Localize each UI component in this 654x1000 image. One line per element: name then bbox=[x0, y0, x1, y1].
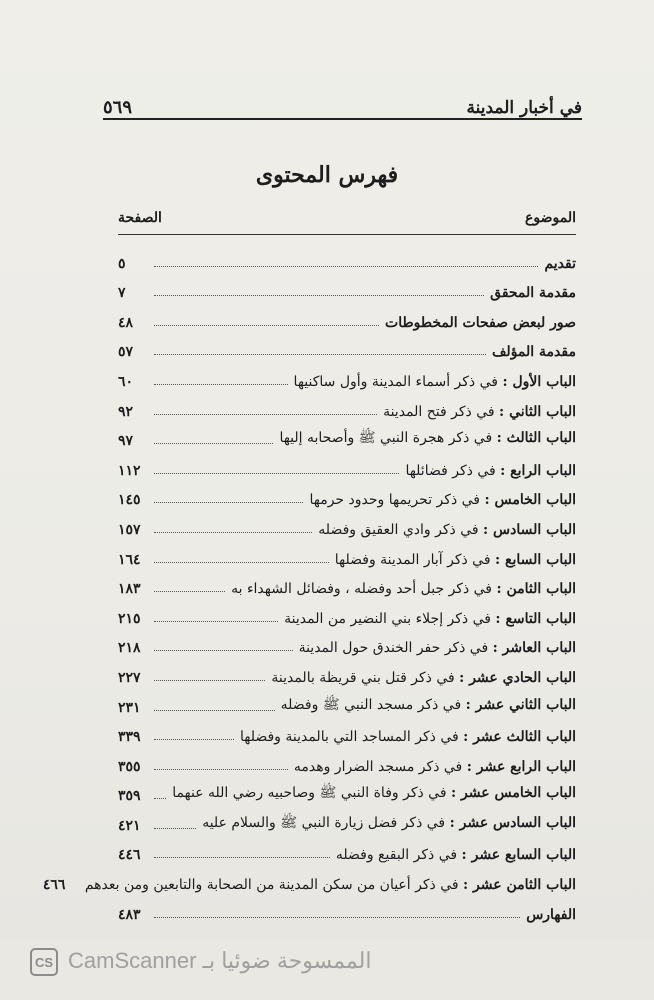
chapter-description: في ذكر البقيع وفضله bbox=[335, 847, 462, 864]
toc-entry-title bbox=[294, 759, 576, 775]
toc-page-number: ٤٦٦ bbox=[42, 877, 66, 894]
toc-page-number: ٣٥٥ bbox=[118, 758, 141, 775]
toc-entry bbox=[118, 775, 576, 805]
chapter-label: الباب الثالث عشر : bbox=[463, 729, 576, 746]
dot-leader bbox=[154, 325, 379, 326]
chapter-label: الباب السادس عشر : bbox=[449, 814, 576, 831]
toc-entry bbox=[118, 449, 576, 479]
dot-leader bbox=[154, 502, 303, 503]
column-headers bbox=[118, 210, 576, 232]
toc-entry bbox=[118, 568, 576, 598]
toc-entry bbox=[118, 272, 576, 302]
chapter-description: في ذكر هجرة النبي ﷺ وأصحابه إليها bbox=[279, 430, 497, 447]
toc-entry bbox=[118, 360, 576, 390]
chapter-description: في ذكر وادي العقيق وفضله bbox=[318, 521, 484, 538]
chapter-description: الفهارس bbox=[526, 906, 576, 923]
toc-page-number: ٥٧ bbox=[118, 344, 134, 361]
dot-leader bbox=[154, 857, 330, 858]
toc-page-number: ٦٠ bbox=[118, 373, 134, 390]
toc-entry bbox=[118, 420, 576, 450]
toc-entry bbox=[118, 597, 576, 627]
toc-entry-title bbox=[202, 814, 576, 834]
column-header-rule bbox=[118, 234, 576, 235]
book-title: في أخبار المدينة bbox=[466, 98, 582, 118]
toc-entry bbox=[118, 331, 576, 361]
toc-entry-title bbox=[318, 522, 576, 538]
toc-page-number: ١٨٣ bbox=[118, 581, 141, 598]
chapter-label: الباب الثامن عشر : bbox=[463, 877, 576, 894]
chapter-label: الباب الرابع عشر : bbox=[466, 758, 576, 775]
toc-entry bbox=[118, 627, 576, 657]
dot-leader bbox=[154, 414, 377, 415]
chapter-label: الباب الخامس : bbox=[484, 492, 576, 509]
toc-entry-title bbox=[385, 315, 576, 331]
page-column-header: الصفحة bbox=[118, 210, 162, 226]
toc-entry-title bbox=[284, 611, 576, 627]
toc-page-number: ١٦٤ bbox=[118, 551, 141, 568]
toc-entry bbox=[118, 538, 576, 568]
toc-entry bbox=[118, 745, 576, 775]
page-number: ٥٦٩ bbox=[103, 97, 133, 118]
chapter-description: في ذكر المساجد التي بالمدينة وفضلها bbox=[239, 729, 464, 746]
chapter-description: في ذكر حفر الخندق حول المدينة bbox=[298, 640, 493, 657]
scanner-watermark-text: CamScanner الممسوحة ضوئيا بـ bbox=[68, 948, 372, 973]
dot-leader bbox=[154, 532, 312, 533]
header-rule bbox=[103, 118, 582, 120]
toc-entry-title bbox=[492, 344, 576, 360]
chapter-label: الباب الثالث : bbox=[496, 430, 576, 447]
chapter-label: الباب الرابع : bbox=[500, 462, 576, 479]
toc-page-number: ٩٧ bbox=[118, 433, 134, 450]
chapter-description: مقدمة المحقق bbox=[490, 285, 576, 302]
toc-page-number: ٢١٥ bbox=[118, 610, 141, 627]
dot-leader bbox=[154, 621, 278, 622]
dot-leader bbox=[154, 591, 225, 592]
dot-leader bbox=[154, 443, 273, 444]
chapter-description: في ذكر وفاة النبي ﷺ وصاحبيه رضي الله عنهما bbox=[172, 785, 451, 802]
toc-entry-title bbox=[294, 374, 576, 390]
chapter-label: الباب الثامن : bbox=[496, 581, 576, 598]
dot-leader bbox=[154, 828, 196, 829]
running-head bbox=[103, 88, 582, 118]
chapter-description: صور لبعض صفحات المخطوطات bbox=[385, 314, 576, 331]
toc-page-number: ٣٥٩ bbox=[118, 788, 141, 805]
toc-entry-title bbox=[405, 463, 576, 479]
toc-page-number: ٢١٨ bbox=[118, 640, 141, 657]
toc-entry bbox=[118, 479, 576, 509]
toc-entry-title bbox=[281, 696, 576, 716]
toc-entry bbox=[118, 390, 576, 420]
chapter-description: تقديم bbox=[544, 255, 576, 272]
chapter-label: الباب السابع عشر : bbox=[461, 847, 576, 864]
toc-page-number: ٤٢١ bbox=[118, 817, 141, 834]
toc-entry bbox=[42, 863, 576, 894]
page-title: فهرس المحتوى bbox=[255, 162, 399, 188]
dot-leader bbox=[154, 710, 275, 711]
chapter-description: في ذكر فتح المدينة bbox=[383, 403, 500, 420]
topic-column-header: الموضوع bbox=[525, 210, 576, 226]
chapter-description: في ذكر أعيان من سكن المدينة من الصحابة والتابعين ومن بعدهم bbox=[84, 877, 464, 894]
toc-entry-title bbox=[172, 784, 576, 804]
chapter-description: مقدمة المؤلف bbox=[491, 344, 576, 361]
toc-entry bbox=[118, 686, 576, 716]
toc-entry bbox=[118, 804, 576, 834]
toc-page-number: ٢٢٧ bbox=[118, 669, 141, 686]
toc-entry-title bbox=[309, 492, 576, 508]
chapter-label: الباب التاسع : bbox=[495, 610, 576, 627]
toc-page-number: ١٥٧ bbox=[118, 521, 141, 538]
toc-page-number: ٥ bbox=[118, 255, 126, 272]
toc-entry-title bbox=[526, 907, 576, 923]
chapter-description: في ذكر إجلاء بني النضير من المدينة bbox=[284, 610, 496, 627]
chapter-description: في ذكر قتل بني قريظة بالمدينة bbox=[271, 669, 460, 686]
dot-leader bbox=[154, 384, 288, 385]
chapter-label: الباب العاشر : bbox=[492, 640, 576, 657]
toc-entry-title bbox=[271, 670, 576, 686]
dot-leader bbox=[154, 266, 538, 267]
camscanner-logo-icon: CS bbox=[30, 948, 58, 976]
table-of-contents bbox=[42, 242, 576, 923]
chapter-label: الباب الأول : bbox=[502, 373, 576, 390]
toc-entry bbox=[118, 242, 576, 272]
dot-leader bbox=[154, 769, 288, 770]
dot-leader bbox=[154, 680, 265, 681]
toc-entry-title bbox=[544, 256, 576, 272]
dot-leader bbox=[154, 354, 486, 355]
toc-entry bbox=[118, 834, 576, 864]
toc-page-number: ١١٢ bbox=[118, 462, 141, 479]
toc-page-number: ٣٣٩ bbox=[118, 729, 141, 746]
chapter-description: في ذكر مسجد النبي ﷺ وفضله bbox=[280, 696, 466, 713]
toc-entry bbox=[118, 301, 576, 331]
toc-page-number: ١٤٥ bbox=[118, 492, 141, 509]
toc-entry-title bbox=[299, 640, 576, 656]
toc-page-number: ٧ bbox=[118, 285, 126, 302]
chapter-label: الباب السابع : bbox=[495, 551, 576, 568]
chapter-label: الباب الثاني : bbox=[499, 403, 576, 420]
chapter-description: في ذكر فضل زيارة النبي ﷺ والسلام عليه bbox=[202, 814, 450, 831]
toc-entry-title bbox=[336, 847, 576, 863]
toc-page-number: ٢٣١ bbox=[118, 699, 141, 716]
toc-page-number: ٤٤٦ bbox=[118, 847, 141, 864]
toc-page-number: ٤٨ bbox=[118, 314, 134, 331]
toc-entry-title bbox=[279, 429, 576, 449]
toc-entry-title bbox=[85, 877, 576, 893]
dot-leader bbox=[154, 650, 293, 651]
dot-leader bbox=[154, 295, 484, 296]
dot-leader bbox=[154, 562, 329, 563]
dot-leader bbox=[154, 917, 520, 918]
toc-entry-title bbox=[231, 581, 576, 597]
chapter-description: في ذكر جبل أحد وفضله ، وفضائل الشهداء به bbox=[231, 581, 497, 598]
dot-leader bbox=[154, 473, 399, 474]
toc-page-number: ٩٢ bbox=[118, 403, 134, 420]
chapter-description: في ذكر آبار المدينة وفضلها bbox=[334, 551, 495, 568]
toc-entry-title bbox=[240, 729, 576, 745]
chapter-description: في ذكر أسماء المدينة وأول ساكنيها bbox=[293, 373, 503, 390]
toc-entry bbox=[118, 893, 576, 923]
dot-leader bbox=[154, 798, 166, 799]
chapter-label: الباب السادس : bbox=[483, 521, 576, 538]
toc-entry-title bbox=[383, 404, 576, 420]
toc-entry bbox=[118, 656, 576, 686]
toc-entry bbox=[118, 716, 576, 746]
chapter-description: في ذكر مسجد الضرار وهدمه bbox=[293, 758, 467, 775]
toc-entry bbox=[118, 508, 576, 538]
dot-leader bbox=[154, 739, 234, 740]
chapter-label: الباب الحادي عشر : bbox=[459, 669, 576, 686]
chapter-label: الباب الخامس عشر : bbox=[451, 785, 576, 802]
chapter-description: في ذكر تحريمها وحدود حرمها bbox=[309, 492, 485, 509]
chapter-label: الباب الثاني عشر : bbox=[465, 696, 576, 713]
chapter-description: في ذكر فضائلها bbox=[405, 462, 501, 479]
toc-page-number: ٤٨٣ bbox=[118, 906, 141, 923]
toc-entry-title bbox=[490, 285, 576, 301]
toc-entry-title bbox=[335, 552, 576, 568]
